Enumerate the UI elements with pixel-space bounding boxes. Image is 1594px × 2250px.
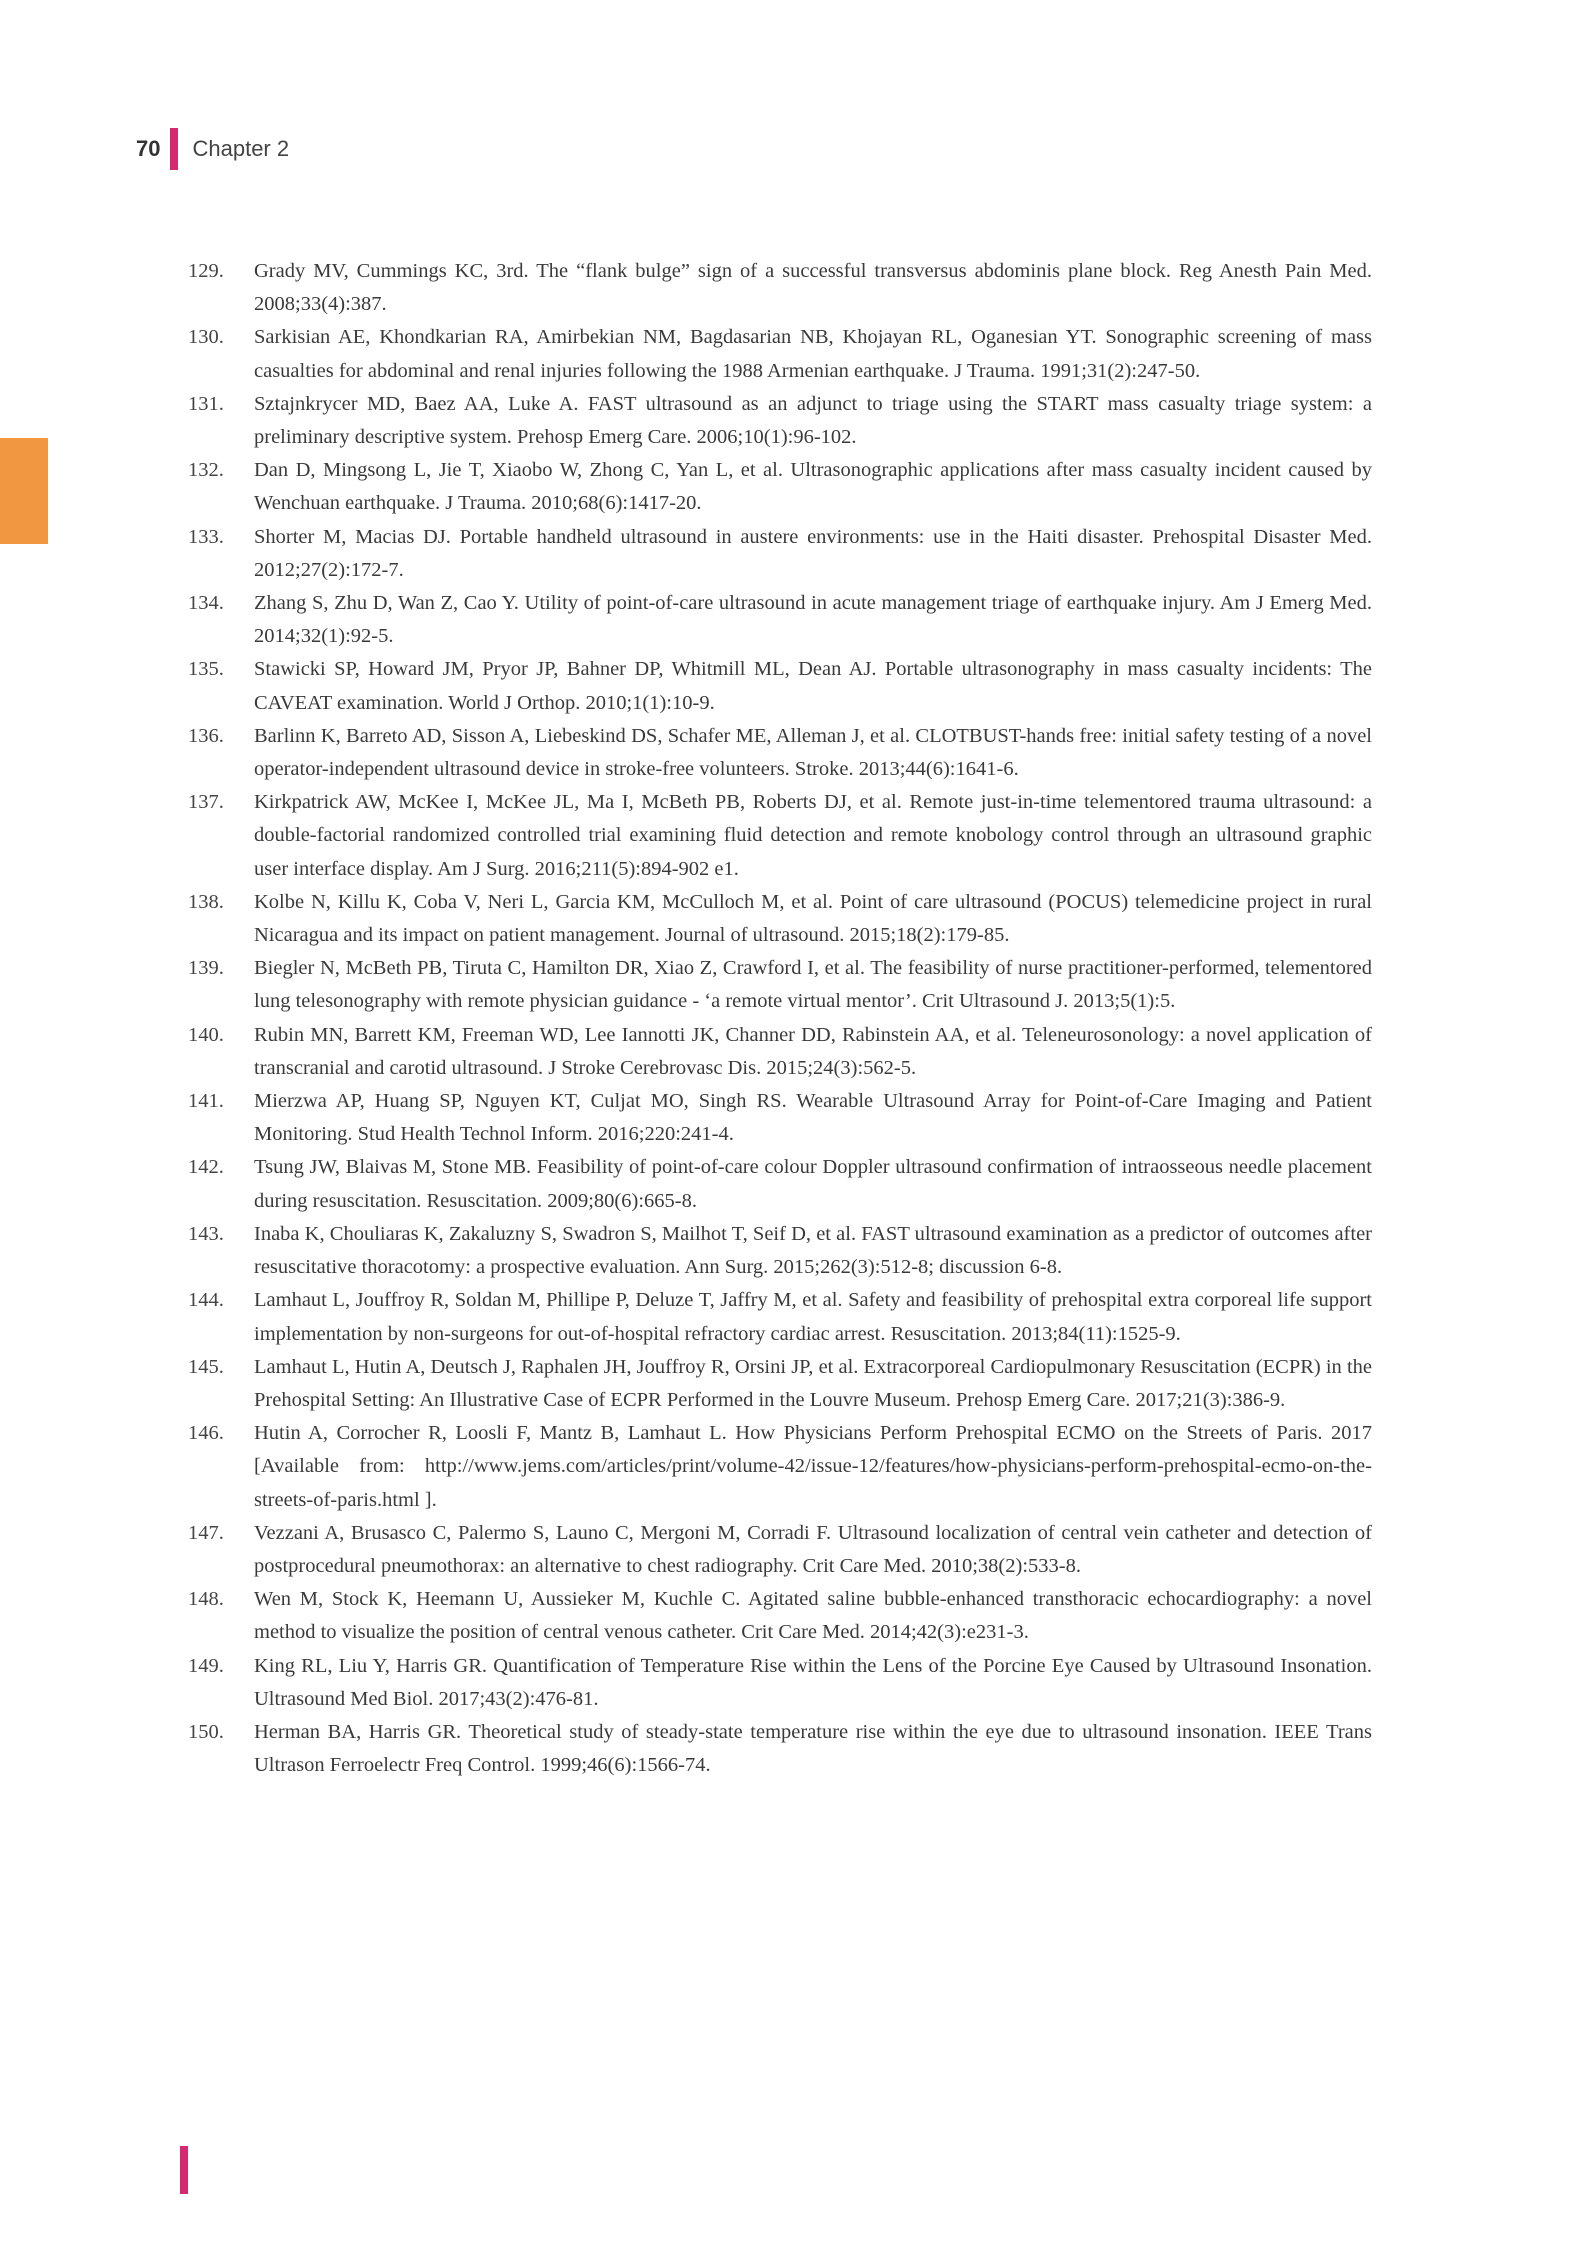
reference-item <box>188 454 1372 520</box>
reference-text: Lamhaut L, Hutin A, Deutsch J, Raphalen JH, Jouffroy R, Orsini JP, et al. Extracorporeal Cardiopulmonary Resuscitation (ECPR) in the Prehospital Setting: An Illustrative Case of ECPR Performed in the Louvre Museum. Prehosp Emerg Care. 2017;21(3):386-9. <box>254 1355 1372 1411</box>
reference-number: 140. <box>188 1023 224 1046</box>
reference-text: Grady MV, Cummings KC, 3rd. The “flank bulge” sign of a successful transversus abdominis plane block. Reg Anesth Pain Med. 2008;33(4):387. <box>254 260 1372 316</box>
reference-list <box>188 255 1372 1782</box>
page-number: 70 <box>136 136 161 161</box>
reference-text: Kolbe N, Killu K, Coba V, Neri L, Garcia KM, McCulloch M, et al. Point of care ultrasound (POCUS) telemedicine project in rural Nicaragua and its impact on patient management. Journal of ultrasound. 2015;18(2):179-85. <box>254 890 1372 947</box>
reference-number: 135. <box>188 658 224 681</box>
reference-text: Lamhaut L, Jouffroy R, Soldan M, Phillipe P, Deluze T, Jaffry M, et al. Safety and feasibility of prehospital extra corporeal life support implementation by non-surgeons for out-of-hospital refractory cardiac arrest. Resuscitation. 2013;84(11):1525-9. <box>254 1289 1372 1345</box>
reference-item <box>188 255 1372 321</box>
reference-text: Kirkpatrick AW, McKee I, McKee JL, Ma I, McBeth PB, Roberts DJ, et al. Remote just-in-time telementored trauma ultrasound: a double-factorial randomized controlled trial examining fluid detection and remote knobology control through an ultrasound graphic user interface display. Am J Surg. 2016;211(5):894-902 e1. <box>254 791 1372 880</box>
reference-item <box>188 1019 1372 1085</box>
reference-item <box>188 1085 1372 1151</box>
reference-number: 136. <box>188 724 224 747</box>
reference-text: Rubin MN, Barrett KM, Freeman WD, Lee Iannotti JK, Channer DD, Rabinstein AA, et al. Teleneurosonology: a novel application of transcranial and carotid ultrasound. J Stroke Cerebrovasc Dis. 2015;24(3):562-5. <box>254 1023 1372 1079</box>
reference-text: Hutin A, Corrocher R, Loosli F, Mantz B, Lamhaut L. How Physicians Perform Prehospital ECMO on the Streets of Paris. 2017 [Available from: http://www.jems.com/articles/print/volume-42/issue-12/features/how-physicians-perform-prehospital-ecmo-on-the-streets-of-paris.html ]. <box>254 1422 1372 1511</box>
side-thumb-tab <box>0 438 48 544</box>
reference-item <box>188 786 1372 886</box>
reference-text: Mierzwa AP, Huang SP, Nguyen KT, Culjat MO, Singh RS. Wearable Ultrasound Array for Point-of-Care Imaging and Patient Monitoring. Stud Health Technol Inform. 2016;220:241-4. <box>254 1090 1372 1146</box>
reference-item <box>188 1284 1372 1350</box>
reference-item <box>188 1716 1372 1782</box>
reference-item <box>188 1583 1372 1649</box>
reference-item <box>188 1517 1372 1583</box>
reference-item <box>188 521 1372 587</box>
reference-item <box>188 952 1372 1018</box>
reference-number: 139. <box>188 957 224 980</box>
reference-number: 149. <box>188 1654 224 1677</box>
reference-item <box>188 886 1372 952</box>
reference-text: Dan D, Mingsong L, Jie T, Xiaobo W, Zhong C, Yan L, et al. Ultrasonographic applications after mass casualty incident caused by Wenchuan earthquake. J Trauma. 2010;68(6):1417-20. <box>254 459 1372 515</box>
reference-number: 146. <box>188 1422 224 1445</box>
reference-text: King RL, Liu Y, Harris GR. Quantification of Temperature Rise within the Lens of the Porcine Eye Caused by Ultrasound Insonation. Ultrasound Med Biol. 2017;43(2):476-81. <box>254 1654 1372 1710</box>
reference-item <box>188 321 1372 387</box>
page-header <box>136 128 289 170</box>
reference-number: 130. <box>188 326 224 349</box>
reference-number: 144. <box>188 1289 224 1312</box>
reference-number: 148. <box>188 1588 224 1611</box>
reference-text: Stawicki SP, Howard JM, Pryor JP, Bahner DP, Whitmill ML, Dean AJ. Portable ultrasonography in mass casualty incidents: The CAVEAT examination. World J Orthop. 2010;1(1):10-9. <box>254 658 1372 714</box>
reference-text: Biegler N, McBeth PB, Tiruta C, Hamilton DR, Xiao Z, Crawford I, et al. The feasibility of nurse practitioner-performed, telementored lung telesonography with remote physician guidance - ‘a remote virtual mentor’. Crit Ultrasound J. 2013;5(1):5. <box>254 957 1372 1013</box>
reference-item <box>188 1218 1372 1284</box>
reference-item <box>188 1417 1372 1517</box>
reference-item <box>188 1351 1372 1417</box>
reference-item <box>188 388 1372 454</box>
reference-number: 143. <box>188 1222 224 1245</box>
reference-number: 132. <box>188 459 224 482</box>
reference-number: 141. <box>188 1090 224 1113</box>
reference-text: Sarkisian AE, Khondkarian RA, Amirbekian NM, Bagdasarian NB, Khojayan RL, Oganesian YT. Sonographic screening of mass casualties for abdominal and renal injuries following the 1988 Armenian earthquake. J Trauma. 1991;31(2):247-50. <box>254 326 1372 382</box>
reference-number: 142. <box>188 1156 224 1179</box>
reference-number: 134. <box>188 592 224 615</box>
reference-text: Herman BA, Harris GR. Theoretical study of steady-state temperature rise within the eye due to ultrasound insonation. IEEE Trans Ultrason Ferroelectr Freq Control. 1999;46(6):1566-74. <box>254 1720 1372 1777</box>
reference-item <box>188 1151 1372 1217</box>
footer-accent-bar <box>180 2146 188 2194</box>
reference-number: 131. <box>188 392 224 415</box>
chapter-label: Chapter 2 <box>192 136 290 161</box>
reference-item <box>188 720 1372 786</box>
reference-number: 138. <box>188 890 224 913</box>
reference-number: 133. <box>188 525 224 548</box>
reference-text: Vezzani A, Brusasco C, Palermo S, Launo C, Mergoni M, Corradi F. Ultrasound localization of central vein catheter and detection of postprocedural pneumothorax: an alternative to chest radiography. Crit Care Med. 2010;38(2):533-8. <box>254 1521 1372 1577</box>
reference-number: 137. <box>188 791 224 814</box>
reference-text: Sztajnkrycer MD, Baez AA, Luke A. FAST ultrasound as an adjunct to triage using the START mass casualty triage system: a preliminary descriptive system. Prehosp Emerg Care. 2006;10(1):96-102. <box>254 392 1372 449</box>
reference-number: 147. <box>188 1521 224 1544</box>
reference-item <box>188 1650 1372 1716</box>
reference-number: 150. <box>188 1720 224 1743</box>
reference-text: Tsung JW, Blaivas M, Stone MB. Feasibility of point-of-care colour Doppler ultrasound confirmation of intraosseous needle placement during resuscitation. Resuscitation. 2009;80(6):665-8. <box>254 1156 1372 1212</box>
reference-text: Zhang S, Zhu D, Wan Z, Cao Y. Utility of point-of-care ultrasound in acute management triage of earthquake injury. Am J Emerg Med. 2014;32(1):92-5. <box>254 592 1372 648</box>
reference-text: Barlinn K, Barreto AD, Sisson A, Liebeskind DS, Schafer ME, Alleman J, et al. CLOTBUST-hands free: initial safety testing of a novel operator-independent ultrasound device in stroke-free volunteers. Stroke. 2013;44(6):1641-6. <box>254 724 1372 781</box>
reference-item <box>188 587 1372 653</box>
reference-text: Wen M, Stock K, Heemann U, Aussieker M, Kuchle C. Agitated saline bubble-enhanced transthoracic echocardiography: a novel method to visualize the position of central venous catheter. Crit Care Med. 2014;42(3):e231-3. <box>254 1588 1372 1644</box>
reference-text: Shorter M, Macias DJ. Portable handheld ultrasound in austere environments: use in the Haiti disaster. Prehospital Disaster Med. 2012;27(2):172-7. <box>254 525 1372 581</box>
reference-item <box>188 653 1372 719</box>
reference-text: Inaba K, Chouliaras K, Zakaluzny S, Swadron S, Mailhot T, Seif D, et al. FAST ultrasound examination as a predictor of outcomes after resuscitative thoracotomy: a prospective evaluation. Ann Surg. 2015;262(3):512-8; discussion 6-8. <box>254 1222 1372 1279</box>
reference-number: 145. <box>188 1355 224 1378</box>
reference-number: 129. <box>188 260 224 282</box>
header-accent-bar <box>170 128 178 170</box>
